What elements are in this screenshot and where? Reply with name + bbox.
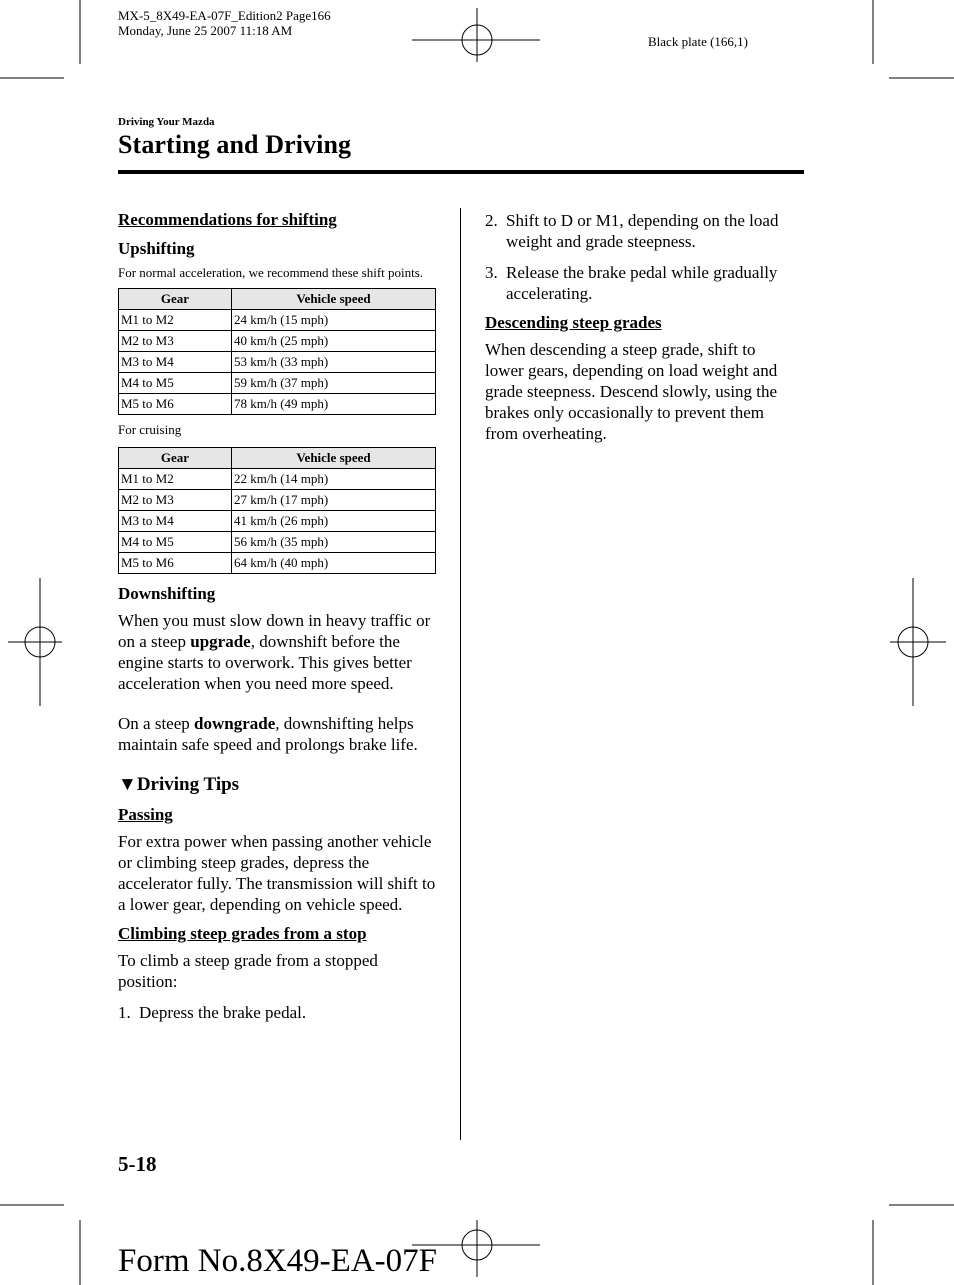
speed-cell: 59 km/h (37 mph)	[232, 373, 436, 394]
climbing-heading: Climbing steep grades from a stop	[118, 924, 367, 943]
table-row	[119, 532, 436, 553]
right-column	[485, 210, 791, 444]
downshifting-heading: Downshifting	[118, 584, 216, 603]
speed-cell: 41 km/h (26 mph)	[232, 511, 436, 532]
left-column	[118, 210, 436, 1023]
table-row	[119, 331, 436, 352]
gear-cell: M4 to M5	[119, 373, 232, 394]
gear-cell: M3 to M4	[119, 352, 232, 373]
driving-tips-label: Driving Tips	[136, 774, 240, 795]
speed-cell: 22 km/h (14 mph)	[232, 469, 436, 490]
gear-cell: M2 to M3	[119, 331, 232, 352]
step-text: Release the brake pedal while gradually accelerating.	[506, 263, 778, 303]
speed-cell: 53 km/h (33 mph)	[232, 352, 436, 373]
table-header-row	[119, 289, 436, 310]
list-item	[485, 262, 791, 304]
table-row	[119, 352, 436, 373]
text-run: On a steep	[118, 714, 195, 733]
step-text: Depress the brake pedal.	[139, 1003, 307, 1022]
step-number: 1.	[118, 1003, 131, 1022]
speed-column-header: Vehicle speed	[232, 289, 436, 310]
gear-cell: M3 to M4	[119, 511, 232, 532]
table-header-row	[119, 448, 436, 469]
page-title: Starting and Driving	[118, 130, 352, 159]
print-header	[118, 8, 331, 38]
speed-cell: 24 km/h (15 mph)	[232, 310, 436, 331]
table-row	[119, 373, 436, 394]
table-row	[119, 511, 436, 532]
gear-cell: M1 to M2	[119, 469, 232, 490]
downshift-paragraph-1	[118, 610, 436, 694]
triangle-down-icon: ▼	[118, 774, 137, 795]
step-text: Shift to D or M1, depending on the load weight and grade steepness.	[506, 211, 779, 251]
climbing-intro: To climb a steep grade from a stopped position:	[118, 951, 378, 991]
print-header-line1: MX-5_8X49-EA-07F_Edition2 Page166	[118, 8, 331, 23]
title-rule	[118, 170, 804, 174]
passing-heading: Passing	[118, 805, 173, 824]
driving-tips-heading	[118, 774, 436, 796]
table-row	[119, 469, 436, 490]
speed-cell: 64 km/h (40 mph)	[232, 553, 436, 574]
speed-cell: 40 km/h (25 mph)	[232, 331, 436, 352]
form-number: Form No.8X49-EA-07F	[118, 1243, 437, 1279]
upshift-note: For normal acceleration, we recommend these shift points.	[118, 265, 424, 280]
downgrade-term: downgrade	[194, 714, 276, 733]
speed-cell: 27 km/h (17 mph)	[232, 490, 436, 511]
text-run: , downshifting helps maintain safe speed and prolongs brake life.	[118, 714, 418, 754]
gear-cell: M2 to M3	[119, 490, 232, 511]
column-divider	[460, 208, 461, 1140]
speed-column-header: Vehicle speed	[232, 448, 436, 469]
list-item	[485, 210, 791, 252]
upgrade-term: upgrade	[190, 632, 251, 651]
text-run: , downshift before the engine starts to overwork. This gives better acceleration when you need more speed.	[118, 632, 412, 693]
step-number: 3.	[485, 263, 498, 282]
passing-paragraph: For extra power when passing another vehicle or climbing steep grades, depress the accelerator fully. The transmission will shift to a lower gear, depending on vehicle speed.	[118, 832, 436, 914]
upshifting-heading: Upshifting	[118, 239, 195, 258]
gear-cell: M5 to M6	[119, 394, 232, 415]
print-header-line2: Monday, June 25 2007 11:18 AM	[118, 23, 293, 38]
table-row	[119, 394, 436, 415]
gear-cell: M5 to M6	[119, 553, 232, 574]
gear-column-header: Gear	[119, 289, 232, 310]
recommendations-heading: Recommendations for shifting	[118, 210, 337, 229]
plate-label: Black plate (166,1)	[648, 34, 748, 49]
downshift-paragraph-2	[118, 713, 436, 755]
step-number: 2.	[485, 211, 498, 230]
table-row	[119, 553, 436, 574]
gear-cell: M1 to M2	[119, 310, 232, 331]
speed-cell: 78 km/h (49 mph)	[232, 394, 436, 415]
table-row	[119, 310, 436, 331]
page-number: 5-18	[118, 1152, 157, 1176]
descending-paragraph: When descending a steep grade, shift to lower gears, depending on load weight and grade steepness. Descend slowly, using the brakes only occasionally to prevent them from overheating.	[485, 340, 778, 443]
upshift-table	[118, 288, 436, 415]
table-row	[119, 490, 436, 511]
cruising-table	[118, 447, 436, 574]
cruising-label: For cruising	[118, 422, 182, 437]
speed-cell: 56 km/h (35 mph)	[232, 532, 436, 553]
descending-heading: Descending steep grades	[485, 313, 662, 332]
gear-cell: M4 to M5	[119, 532, 232, 553]
gear-column-header: Gear	[119, 448, 232, 469]
text-run: When you must slow down in heavy traffic or on a steep	[118, 611, 431, 651]
section-label: Driving Your Mazda	[118, 116, 215, 128]
list-item	[118, 1002, 436, 1023]
